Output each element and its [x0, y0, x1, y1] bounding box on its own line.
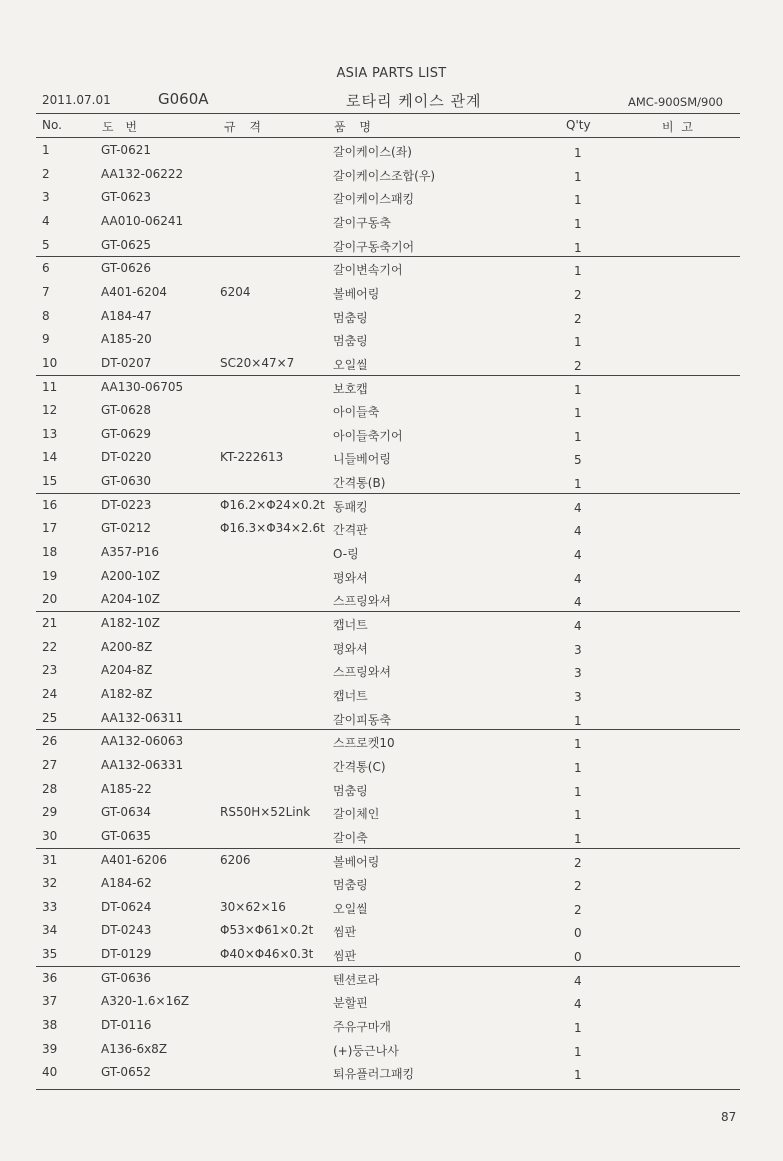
part-name: 퇴유플러그패킹 — [333, 1067, 415, 1082]
part-name: 주유구마개 — [333, 1020, 391, 1035]
part-number: GT-0212 — [101, 521, 151, 536]
part-name: 갈이피동축 — [333, 712, 391, 727]
part-number: AA010-06241 — [101, 213, 184, 228]
part-name: 볼베어링 — [333, 286, 380, 301]
part-number: AA132-06331 — [101, 757, 184, 772]
part-name: 갈이케이스조합(우) — [333, 168, 436, 183]
table-row — [0, 285, 783, 309]
table-row — [0, 829, 783, 853]
part-name: 캡너트 — [333, 688, 368, 703]
row-number: 38 — [42, 1018, 58, 1033]
part-qty: 4 — [574, 997, 582, 1012]
table-row — [0, 663, 783, 687]
part-spec: Φ40×Φ46×0.3t — [220, 947, 314, 962]
row-number: 20 — [42, 592, 58, 607]
table-row — [0, 143, 783, 167]
row-number: 3 — [42, 190, 50, 205]
part-qty: 1 — [574, 760, 582, 775]
part-number: A182-8Z — [101, 686, 153, 701]
part-qty: 4 — [574, 571, 582, 586]
row-number: 24 — [42, 686, 58, 701]
part-qty: 4 — [574, 548, 582, 563]
part-name: 간격통(B) — [333, 476, 386, 491]
part-number: A204-8Z — [101, 663, 153, 678]
part-number: GT-0621 — [101, 143, 151, 157]
part-name: 오일씰 — [333, 357, 368, 372]
group-separator — [36, 966, 740, 967]
group-separator — [36, 848, 740, 849]
part-number: AA132-06222 — [101, 166, 184, 181]
table-row — [0, 947, 783, 971]
part-qty: 1 — [574, 382, 582, 397]
row-number: 14 — [42, 450, 58, 465]
row-number: 10 — [42, 355, 58, 370]
part-name: 니들베어링 — [333, 452, 391, 467]
table-row — [0, 521, 783, 545]
part-qty: 1 — [574, 335, 582, 350]
part-qty: 1 — [574, 429, 582, 444]
part-qty: 1 — [574, 737, 582, 752]
header-top-rule — [36, 113, 740, 114]
row-number: 40 — [42, 1065, 58, 1080]
part-qty: 0 — [574, 950, 582, 965]
row-number: 32 — [42, 876, 58, 891]
part-number: GT-0625 — [101, 237, 151, 252]
table-row — [0, 923, 783, 947]
part-name: 갈이구동축기어 — [333, 239, 415, 254]
part-number: DT-0207 — [101, 355, 152, 370]
part-qty: 1 — [574, 146, 582, 160]
table-row — [0, 214, 783, 238]
part-name: (+)둥근나사 — [333, 1043, 399, 1058]
section-title: 로타리 케이스 관계 — [346, 92, 482, 110]
part-number: DT-0223 — [101, 497, 152, 512]
group-separator — [36, 256, 740, 257]
part-qty: 1 — [574, 169, 582, 184]
part-qty: 1 — [574, 264, 582, 279]
row-number: 36 — [42, 970, 58, 985]
part-name: 평와셔 — [333, 570, 368, 585]
table-row — [0, 474, 783, 498]
part-qty: 1 — [574, 1068, 582, 1083]
part-name: 평와셔 — [333, 641, 368, 656]
part-number: A184-62 — [101, 876, 152, 891]
part-name: 간격통(C) — [333, 759, 386, 774]
row-number: 34 — [42, 923, 58, 938]
table-row — [0, 190, 783, 214]
part-qty: 4 — [574, 524, 582, 539]
part-number: AA132-06311 — [101, 710, 184, 725]
table-row — [0, 1065, 783, 1089]
table-row — [0, 687, 783, 711]
part-name: 멈춤링 — [333, 878, 368, 893]
row-number: 35 — [42, 947, 58, 962]
part-name: 아이들축기어 — [333, 428, 403, 443]
part-name: 스프링와셔 — [333, 665, 391, 680]
row-number: 2 — [42, 166, 50, 181]
part-name: 볼베어링 — [333, 854, 380, 869]
row-number: 26 — [42, 734, 58, 749]
part-qty: 1 — [574, 193, 582, 208]
part-number: GT-0628 — [101, 403, 151, 418]
row-number: 39 — [42, 1041, 58, 1056]
part-number: A204-10Z — [101, 592, 160, 607]
row-number: 11 — [42, 379, 58, 394]
part-number: AA132-06063 — [101, 734, 184, 749]
row-number: 23 — [42, 663, 58, 678]
row-number: 33 — [42, 899, 58, 914]
part-qty: 3 — [574, 666, 582, 681]
model-number: AMC-900SM/900 — [628, 95, 723, 109]
row-number: 25 — [42, 710, 58, 725]
table-row — [0, 734, 783, 758]
part-qty: 2 — [574, 358, 582, 373]
part-number: A401-6204 — [101, 284, 167, 299]
part-name: 보호캡 — [333, 381, 368, 396]
part-qty: 1 — [574, 216, 582, 231]
part-name: 동패킹 — [333, 499, 368, 514]
part-number: GT-0629 — [101, 426, 151, 441]
table-row — [0, 592, 783, 616]
part-number: A136-6x8Z — [101, 1041, 168, 1056]
part-qty: 1 — [574, 713, 582, 728]
part-qty: 4 — [574, 619, 582, 633]
part-number: A401-6206 — [101, 852, 167, 867]
part-qty: 0 — [574, 926, 582, 941]
table-row — [0, 758, 783, 782]
table-row — [0, 782, 783, 806]
table-row — [0, 332, 783, 356]
table-row — [0, 427, 783, 451]
row-number: 29 — [42, 805, 58, 820]
part-spec: Φ53×Φ61×0.2t — [220, 923, 314, 938]
part-name: 스프로켓10 — [333, 736, 395, 751]
part-number: DT-0129 — [101, 947, 152, 962]
part-spec: Φ16.3×Φ34×2.6t — [220, 521, 325, 536]
table-row — [0, 640, 783, 664]
row-number: 7 — [42, 284, 50, 299]
list-title: ASIA PARTS LIST — [336, 66, 447, 81]
row-number: 27 — [42, 757, 58, 772]
part-qty: 4 — [574, 973, 582, 988]
table-row — [0, 261, 783, 285]
table-row — [0, 498, 783, 522]
col-name-header: 품 명 — [334, 120, 371, 134]
part-qty: 3 — [574, 689, 582, 704]
part-spec: 30×62×16 — [220, 899, 286, 914]
part-name: 갈이축 — [333, 830, 368, 845]
part-qty: 2 — [574, 855, 582, 870]
col-qty-header: Q'ty — [566, 118, 591, 132]
row-number: 19 — [42, 568, 58, 583]
col-part-header: 도 번 — [102, 120, 137, 134]
part-name: 멈춤링 — [333, 310, 368, 325]
part-name: 분할핀 — [333, 996, 368, 1011]
table-row — [0, 805, 783, 829]
table-row — [0, 711, 783, 735]
part-number: DT-0116 — [101, 1018, 152, 1033]
part-qty: 2 — [574, 879, 582, 894]
table-row — [0, 309, 783, 333]
part-qty: 5 — [574, 453, 582, 468]
part-name: 간격판 — [333, 523, 368, 538]
part-qty: 1 — [574, 477, 582, 492]
row-number: 17 — [42, 521, 58, 536]
table-row — [0, 853, 783, 877]
part-qty: 1 — [574, 240, 582, 255]
table-bottom-rule — [36, 1089, 740, 1090]
part-spec: 6204 — [220, 284, 251, 299]
part-name: 갈이변속기어 — [333, 263, 403, 278]
table-row — [0, 876, 783, 900]
row-number: 31 — [42, 852, 58, 867]
row-number: 28 — [42, 781, 58, 796]
part-qty: 3 — [574, 642, 582, 657]
table-row — [0, 356, 783, 380]
table-row — [0, 616, 783, 640]
row-number: 5 — [42, 237, 50, 252]
table-row — [0, 167, 783, 191]
part-name: 갈이구동축 — [333, 215, 391, 230]
part-name: 멈춤링 — [333, 783, 368, 798]
part-name: O-링 — [333, 547, 359, 562]
row-number: 6 — [42, 261, 50, 276]
part-spec: KT-222613 — [220, 450, 284, 465]
part-qty: 1 — [574, 406, 582, 421]
row-number: 16 — [42, 497, 58, 512]
table-row — [0, 380, 783, 404]
col-no-header: No. — [42, 118, 62, 132]
row-number: 30 — [42, 828, 58, 843]
table-row — [0, 545, 783, 569]
part-spec: SC20×47×7 — [220, 355, 295, 370]
table-row — [0, 1042, 783, 1066]
part-name: 씸판 — [333, 949, 357, 964]
group-separator — [36, 493, 740, 494]
part-number: DT-0624 — [101, 899, 152, 914]
part-number: A184-47 — [101, 308, 152, 323]
row-number: 9 — [42, 332, 50, 347]
row-number: 22 — [42, 639, 58, 654]
part-number: GT-0630 — [101, 474, 151, 489]
table-row — [0, 238, 783, 262]
part-number: A200-10Z — [101, 568, 160, 583]
row-number: 4 — [42, 213, 50, 228]
header-bottom-rule — [36, 137, 740, 138]
part-number: A357-P16 — [101, 545, 159, 560]
col-spec-header: 규 격 — [224, 120, 261, 134]
part-name: 아이들축 — [333, 405, 380, 420]
row-number: 15 — [42, 474, 58, 489]
part-number: GT-0636 — [101, 970, 151, 985]
part-spec: RS50H×52Link — [220, 805, 311, 820]
part-qty: 1 — [574, 831, 582, 846]
part-number: A320-1.6×16Z — [101, 994, 190, 1009]
part-spec: 6206 — [220, 852, 251, 867]
part-name: 씸판 — [333, 925, 357, 940]
row-number: 13 — [42, 426, 58, 441]
group-separator — [36, 729, 740, 730]
table-row — [0, 1018, 783, 1042]
part-name: 갈이체인 — [333, 807, 380, 822]
row-number: 18 — [42, 545, 58, 560]
part-qty: 1 — [574, 1044, 582, 1059]
part-spec: Φ16.2×Φ24×0.2t — [220, 497, 325, 512]
part-name: 캡너트 — [333, 618, 368, 632]
part-name: 오일씰 — [333, 901, 368, 916]
group-code: G060A — [158, 90, 209, 108]
part-name: 갈이케이스(좌) — [333, 145, 412, 159]
part-qty: 4 — [574, 500, 582, 515]
table-row — [0, 403, 783, 427]
table-row — [0, 450, 783, 474]
part-number: GT-0623 — [101, 190, 151, 205]
part-number: A200-8Z — [101, 639, 153, 654]
group-separator — [36, 611, 740, 612]
group-separator — [36, 375, 740, 376]
row-number: 12 — [42, 403, 58, 418]
part-qty: 1 — [574, 808, 582, 823]
part-qty: 1 — [574, 784, 582, 799]
part-number: A185-22 — [101, 781, 152, 796]
part-qty: 2 — [574, 311, 582, 326]
part-number: GT-0635 — [101, 828, 151, 843]
part-number: DT-0243 — [101, 923, 152, 938]
part-qty: 1 — [574, 1021, 582, 1036]
part-qty: 2 — [574, 902, 582, 917]
part-number: GT-0634 — [101, 805, 151, 820]
part-name: 멈춤링 — [333, 334, 368, 349]
part-name: 텐션로라 — [333, 972, 380, 987]
part-number: A185-20 — [101, 332, 152, 347]
row-number: 1 — [42, 143, 50, 157]
row-number: 37 — [42, 994, 58, 1009]
table-row — [0, 569, 783, 593]
part-name: 갈이케이스패킹 — [333, 192, 415, 207]
part-qty: 2 — [574, 287, 582, 302]
part-number: A182-10Z — [101, 616, 160, 630]
row-number: 8 — [42, 308, 50, 323]
table-row — [0, 971, 783, 995]
part-number: AA130-06705 — [101, 379, 184, 394]
part-qty: 4 — [574, 595, 582, 610]
part-number: DT-0220 — [101, 450, 152, 465]
part-name: 스프링와셔 — [333, 594, 391, 609]
col-remark-header: 비 고 — [662, 120, 693, 134]
page-number: 87 — [721, 1110, 737, 1124]
table-row — [0, 900, 783, 924]
part-number: GT-0652 — [101, 1065, 151, 1080]
part-number: GT-0626 — [101, 261, 151, 276]
row-number: 21 — [42, 616, 58, 630]
table-row — [0, 994, 783, 1018]
date: 2011.07.01 — [42, 93, 111, 107]
